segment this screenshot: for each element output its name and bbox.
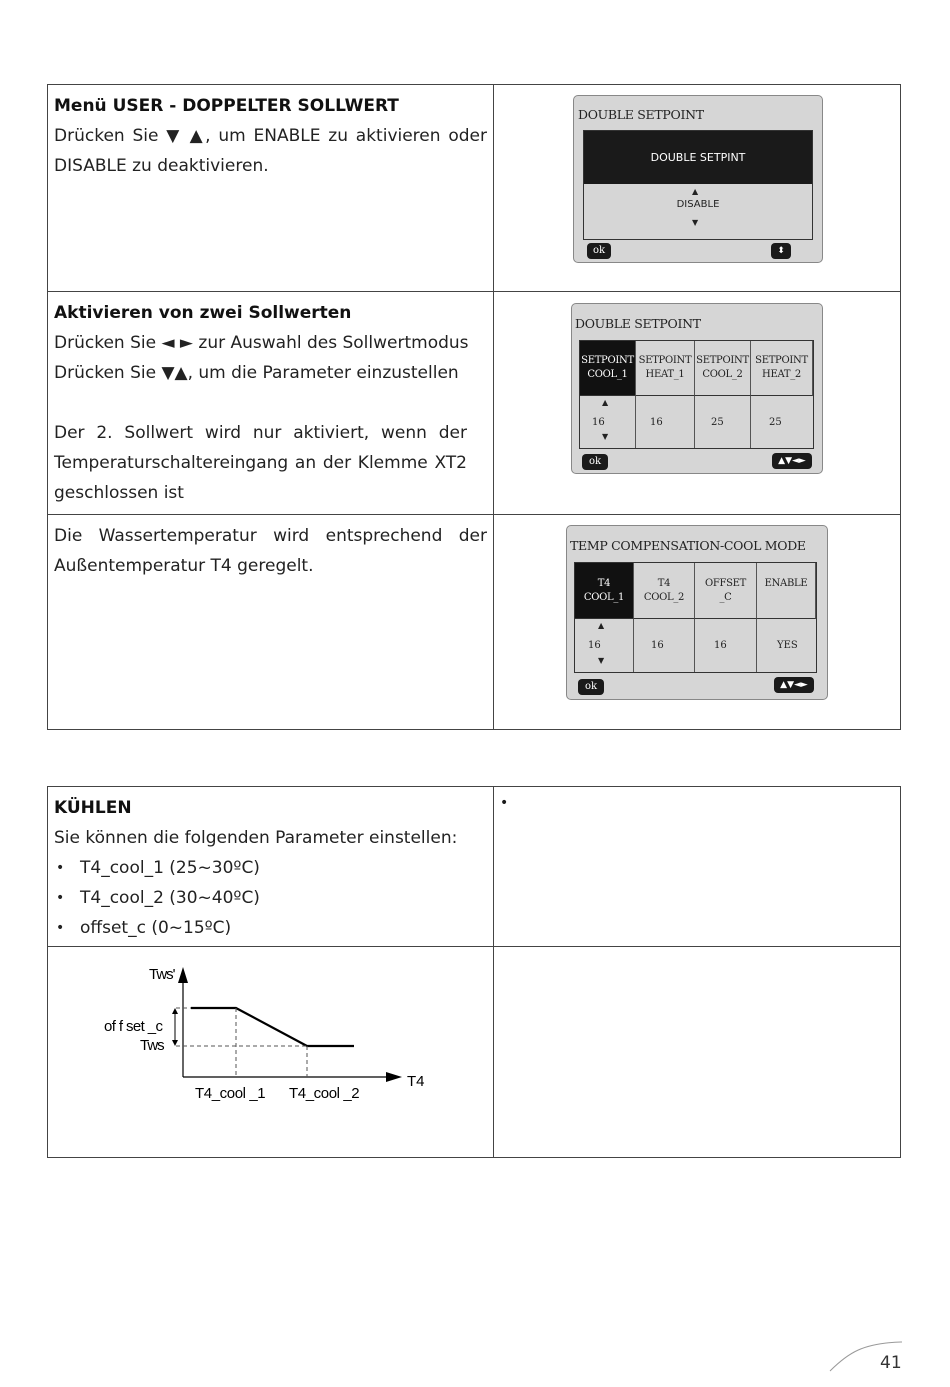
description-cell — [48, 292, 494, 514]
row-text: Die Wassertemperatur wird entsprechend der Außentemperatur T4 geregelt. — [54, 526, 487, 576]
setting-value: DISABLE — [676, 199, 720, 210]
tick-label-t4-cool-2: T4_cool _2 — [289, 1085, 360, 1102]
column-header-t4-cool-2[interactable]: T4 COOL_2 — [634, 563, 695, 619]
row-heading: Menü USER - DOPPELTER SOLLWERT — [54, 96, 399, 116]
value-text: 16 — [588, 640, 601, 651]
table-row — [48, 85, 900, 292]
y-axis-arrow-icon — [178, 967, 188, 983]
value-text: 16 — [592, 416, 605, 428]
value-text: YES — [777, 640, 798, 651]
row-heading: Aktivieren von zwei Sollwerten — [54, 303, 352, 323]
table-row — [48, 787, 900, 947]
setpoint-grid — [579, 340, 814, 449]
list-item: • offset_c (0~15ºC) — [54, 913, 487, 943]
parameter-table-1 — [47, 84, 901, 730]
curve-line — [191, 1008, 354, 1046]
screen-cell — [494, 292, 900, 514]
down-arrow-icon: ▼ — [692, 218, 699, 227]
column-header-setpoint-cool-1[interactable]: SETPOINT COOL_1 — [580, 341, 636, 396]
page-number: 41 — [880, 1353, 902, 1373]
spacer — [54, 388, 487, 418]
table-row — [48, 947, 900, 1157]
setting-header — [584, 131, 812, 184]
screen-cell — [494, 515, 900, 729]
lcd-panel-temp-compensation — [566, 525, 828, 700]
panel-title: DOUBLE SETPOINT — [578, 107, 704, 122]
value-text: 16 — [651, 640, 664, 651]
page-corner-decoration — [828, 1333, 918, 1373]
value-text: 16 — [714, 640, 727, 651]
value-cell-heat-2[interactable] — [751, 396, 813, 448]
ok-button[interactable]: ok — [587, 243, 611, 259]
row-text: Drücken Sie ▼ ▲, um ENABLE zu aktivieren oder DISABLE zu deaktivieren. — [54, 126, 487, 176]
four-arrows-icon[interactable]: ▲▼◄► — [772, 453, 812, 469]
row-heading: KÜHLEN — [54, 798, 132, 818]
offset-arrow-down-icon — [172, 1040, 178, 1046]
value-text: 25 — [769, 416, 782, 428]
tick-label-t4-cool-1: T4_cool _1 — [195, 1085, 266, 1102]
cooling-curve-diagram — [48, 947, 493, 1157]
description-cell — [48, 787, 494, 946]
value-cell-cool-2[interactable] — [695, 396, 751, 448]
compensation-grid — [574, 562, 817, 673]
column-header-setpoint-heat-1[interactable]: SETPOINT HEAT_1 — [636, 341, 695, 396]
up-arrow-icon: ▲ — [692, 187, 699, 196]
row-intro: Sie können die folgenden Parameter einstellen: — [54, 828, 458, 848]
setting-header-label: DOUBLE SETPINT — [650, 151, 746, 164]
column-header-setpoint-cool-2[interactable]: SETPOINT COOL_2 — [695, 341, 751, 396]
up-down-arrows-icon[interactable]: ⬍ — [771, 243, 791, 259]
y-axis-label: Tws' — [149, 966, 175, 983]
value-cell-enable[interactable] — [757, 619, 816, 672]
table-row — [48, 292, 900, 515]
graph-cell — [48, 947, 494, 1157]
x-axis-arrow-icon — [386, 1072, 402, 1082]
list-item: • T4_cool_2 (30~40ºC) — [54, 883, 487, 913]
lcd-panel-double-setpoint-grid — [571, 303, 823, 474]
value-cell-t4-cool-1[interactable] — [575, 619, 634, 672]
column-header-enable[interactable]: ENABLE — [757, 563, 816, 619]
list-item: • T4_cool_1 (25~30ºC) — [54, 853, 487, 883]
empty-cell — [494, 787, 900, 946]
offset-arrow-up-icon — [172, 1008, 178, 1014]
down-arrow-icon: ▼ — [602, 432, 609, 441]
description-cell — [48, 515, 494, 729]
empty-cell — [494, 947, 900, 1157]
parameter-list — [54, 853, 487, 943]
value-text: 16 — [650, 416, 663, 428]
offset-label: of f set _c — [104, 1018, 163, 1035]
row-text-2: Drücken Sie ▼▲, um die Parameter einzustellen — [54, 363, 459, 383]
ok-button[interactable]: ok — [578, 679, 604, 695]
tws-label: Tws — [140, 1037, 164, 1054]
row-text-1: Drücken Sie ◄ ► zur Auswahl des Sollwertmodus — [54, 333, 469, 353]
screen-cell — [494, 85, 900, 291]
value-cell-t4-cool-2[interactable] — [634, 619, 695, 672]
row-text-3: Der 2. Sollwert wird nur aktiviert, wenn der Temperaturschaltereingang an der Klemme XT2 geschlossen ist — [54, 423, 467, 503]
bullet-icon: • — [500, 795, 509, 811]
value-cell-heat-1[interactable] — [636, 396, 695, 448]
up-arrow-icon: ▲ — [598, 621, 605, 630]
panel-title: DOUBLE SETPOINT — [575, 316, 701, 331]
x-axis-label: T4 — [407, 1073, 425, 1090]
description-cell — [48, 85, 494, 291]
lcd-panel-double-setpoint — [573, 95, 823, 263]
panel-title: TEMP COMPENSATION-COOL MODE — [570, 538, 806, 553]
value-cell-offset-c[interactable] — [695, 619, 757, 672]
value-cell-cool-1[interactable] — [580, 396, 636, 448]
column-header-t4-cool-1[interactable]: T4 COOL_1 — [575, 563, 634, 619]
value-text: 25 — [711, 416, 724, 428]
column-header-setpoint-heat-2[interactable]: SETPOINT HEAT_2 — [751, 341, 813, 396]
ok-button[interactable]: ok — [582, 454, 608, 470]
up-arrow-icon: ▲ — [602, 398, 609, 407]
four-arrows-icon[interactable]: ▲▼◄► — [774, 677, 814, 693]
parameter-table-2 — [47, 786, 901, 1158]
setting-box — [583, 130, 813, 240]
table-row — [48, 515, 900, 729]
down-arrow-icon: ▼ — [598, 656, 605, 665]
column-header-offset-c[interactable]: OFFSET _C — [695, 563, 757, 619]
